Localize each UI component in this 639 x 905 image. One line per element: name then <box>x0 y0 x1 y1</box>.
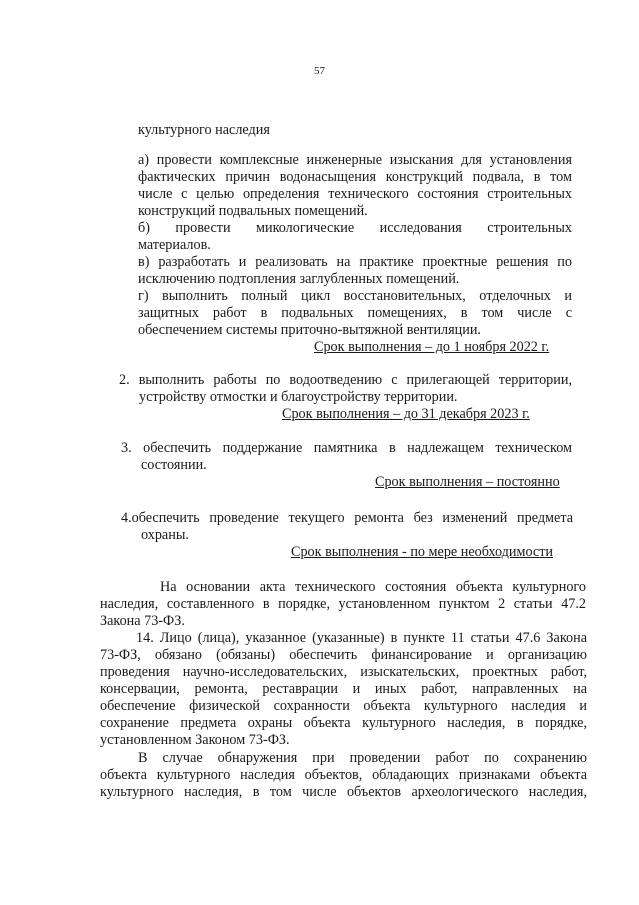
case-line: В случае обнаружения при проведении работ по сохранению <box>138 750 587 766</box>
item3-line: состоянии. <box>141 457 207 473</box>
item1-line: в) разработать и реализовать на практике проектные решения по <box>138 254 572 270</box>
para14-line: проведения научно-исследовательских, изыскательских, проектных работ, <box>100 664 587 680</box>
para14-line: 14. Лицо (лица), указанное (указанные) в пункте 11 статьи 47.6 Закона <box>136 630 587 646</box>
para14-line: 73-ФЗ, обязано (обязаны) обеспечить финансирование и организацию <box>100 647 587 663</box>
item1-line: числе с целью определения технического состояния строительных <box>138 186 572 202</box>
basis-line: наследия, составленного в порядке, установленном пунктом 2 статьи 47.2 <box>100 596 586 612</box>
item2-line: устройству отмостки и благоустройству территории. <box>139 389 458 405</box>
item1-line: защитных работ в подвальных помещениях, в том числе с <box>138 305 572 321</box>
page-number: 57 <box>314 65 325 77</box>
item1-deadline: Срок выполнения – до 1 ноября 2022 г. <box>314 339 550 355</box>
item4-line: охраны. <box>141 527 189 543</box>
item1-line: б) провести микологические исследования строительных <box>138 220 572 236</box>
item1-line: фактических причин водонасыщения конструкций подвала, в том <box>138 169 572 185</box>
para14-line: обеспечение физической сохранности объекта культурного наследия и <box>100 698 587 714</box>
item1-line: конструкций подвальных помещений. <box>138 203 368 219</box>
item1-line: г) выполнить полный цикл восстановительных, отделочных и <box>138 288 572 304</box>
item1-line: обеспечением системы приточно-вытяжной вентиляции. <box>138 322 481 338</box>
case-line: культурного наследия, в том числе объектов археологического наследия, <box>100 784 587 800</box>
para14-line: консервации, ремонта, реставрации и иных работ, направленных на <box>100 681 587 697</box>
item1-line: исключению подтопления заглубленных помещений. <box>138 271 460 287</box>
item4-deadline: Срок выполнения - по мере необходимости <box>291 544 553 560</box>
item3-line: 3. обеспечить поддержание памятника в надлежащем техническом <box>121 440 572 456</box>
item1-line: а) провести комплексные инженерные изыскания для установления <box>138 152 572 168</box>
basis-line: Закона 73-ФЗ. <box>100 613 185 629</box>
item3-deadline: Срок выполнения – постоянно <box>375 474 560 490</box>
item1-line: материалов. <box>138 237 211 253</box>
item2-deadline: Срок выполнения – до 31 декабря 2023 г. <box>282 406 530 422</box>
case-line: объекта культурного наследия объектов, обладающих признаками объекта <box>100 767 587 783</box>
continuation-text: культурного наследия <box>138 122 270 138</box>
para14-line: установленном Законом 73-ФЗ. <box>100 732 290 748</box>
item2-line: 2. выполнить работы по водоотведению с прилегающей территории, <box>119 372 572 388</box>
basis-line: На основании акта технического состояния объекта культурного <box>160 579 586 595</box>
item4-line: 4.обеспечить проведение текущего ремонта без изменений предмета <box>121 510 573 526</box>
para14-line: сохранение предмета охраны объекта культурного наследия, в порядке, <box>100 715 587 731</box>
